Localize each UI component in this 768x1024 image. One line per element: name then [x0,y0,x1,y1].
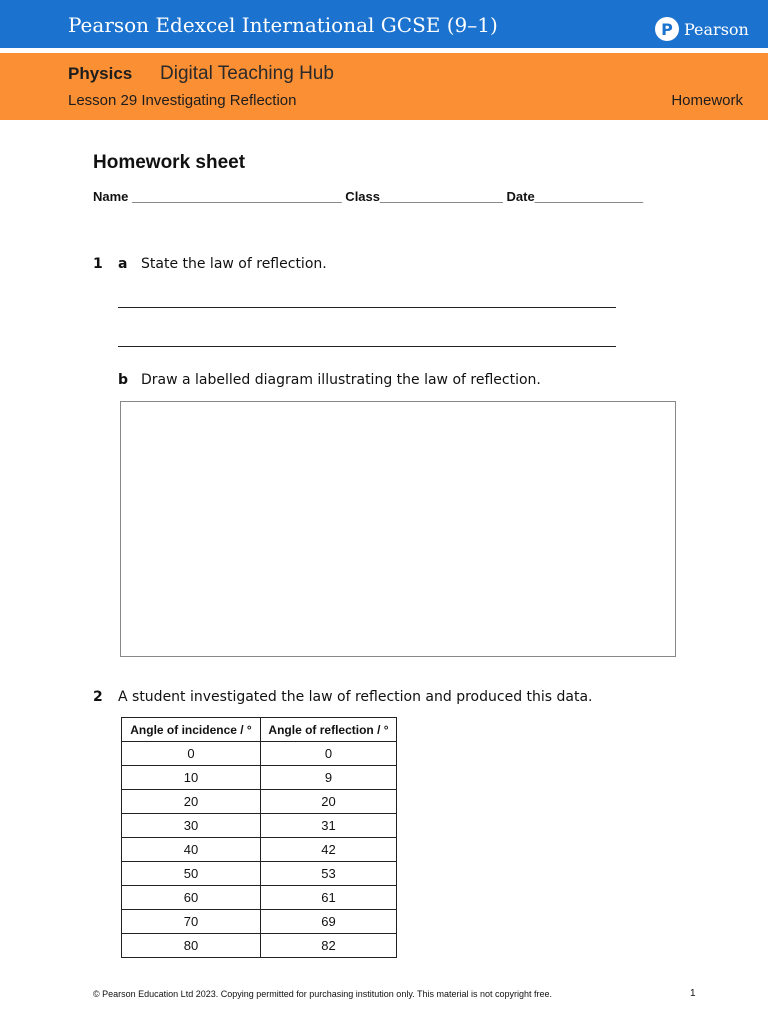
table-header-row [122,718,397,742]
reflection-cell: 42 [261,838,397,862]
question-2-number: 2 [93,689,103,705]
reflection-cell: 9 [261,766,397,790]
question-1b-label: b [118,372,129,388]
incidence-cell: 50 [122,862,261,886]
question-1a-label: a [118,256,128,272]
incidence-cell: 20 [122,790,261,814]
reflection-cell: 53 [261,862,397,886]
page-number: 1 [690,988,696,999]
pearson-logo [655,16,749,42]
table-row [122,766,397,790]
column-header-incidence: Angle of incidence / ° [122,718,261,742]
incidence-cell: 80 [122,934,261,958]
column-header-reflection: Angle of reflection / ° [261,718,397,742]
subject-bar [0,53,768,120]
question-1b-text: Draw a labelled diagram illustrating the law of reflection. [141,372,541,388]
page-title: Homework sheet [93,152,246,173]
lesson-title: Lesson 29 Investigating Reflection [68,92,297,109]
hub-title: Digital Teaching Hub [160,63,334,84]
reflection-cell: 31 [261,814,397,838]
table-row [122,934,397,958]
subject-title: Physics [68,64,133,83]
question-1-number: 1 [93,256,103,272]
table-row [122,814,397,838]
resource-type: Homework [671,92,743,109]
question-2-text: A student investigated the law of reflection and produced this data. [118,689,593,705]
reflection-cell: 20 [261,790,397,814]
reflection-cell: 82 [261,934,397,958]
answer-line[interactable] [118,346,616,347]
question-1a-text: State the law of reflection. [141,256,327,272]
incidence-cell: 40 [122,838,261,862]
table-row [122,790,397,814]
answer-line[interactable] [118,307,616,308]
incidence-cell: 10 [122,766,261,790]
reflection-cell: 69 [261,910,397,934]
student-details-fields: Name _____________________________ Class_________________ Date_______________ [93,189,644,204]
incidence-cell: 30 [122,814,261,838]
copyright-footer: © Pearson Education Ltd 2023. Copying permitted for purchasing institution only. This material is not copyright free. [93,989,553,999]
header-bar [0,0,768,48]
reflection-cell: 61 [261,886,397,910]
incidence-cell: 60 [122,886,261,910]
incidence-cell: 70 [122,910,261,934]
table-row [122,886,397,910]
reflection-data-table [121,717,397,958]
table-row [122,862,397,886]
table-row [122,910,397,934]
pearson-logo-icon: P [655,17,679,41]
diagram-answer-box[interactable] [120,401,676,657]
series-title: Pearson Edexcel International GCSE (9–1) [68,13,498,37]
incidence-cell: 0 [122,742,261,766]
table-row [122,742,397,766]
pearson-logo-text: Pearson [684,19,749,39]
reflection-cell: 0 [261,742,397,766]
table-row [122,838,397,862]
